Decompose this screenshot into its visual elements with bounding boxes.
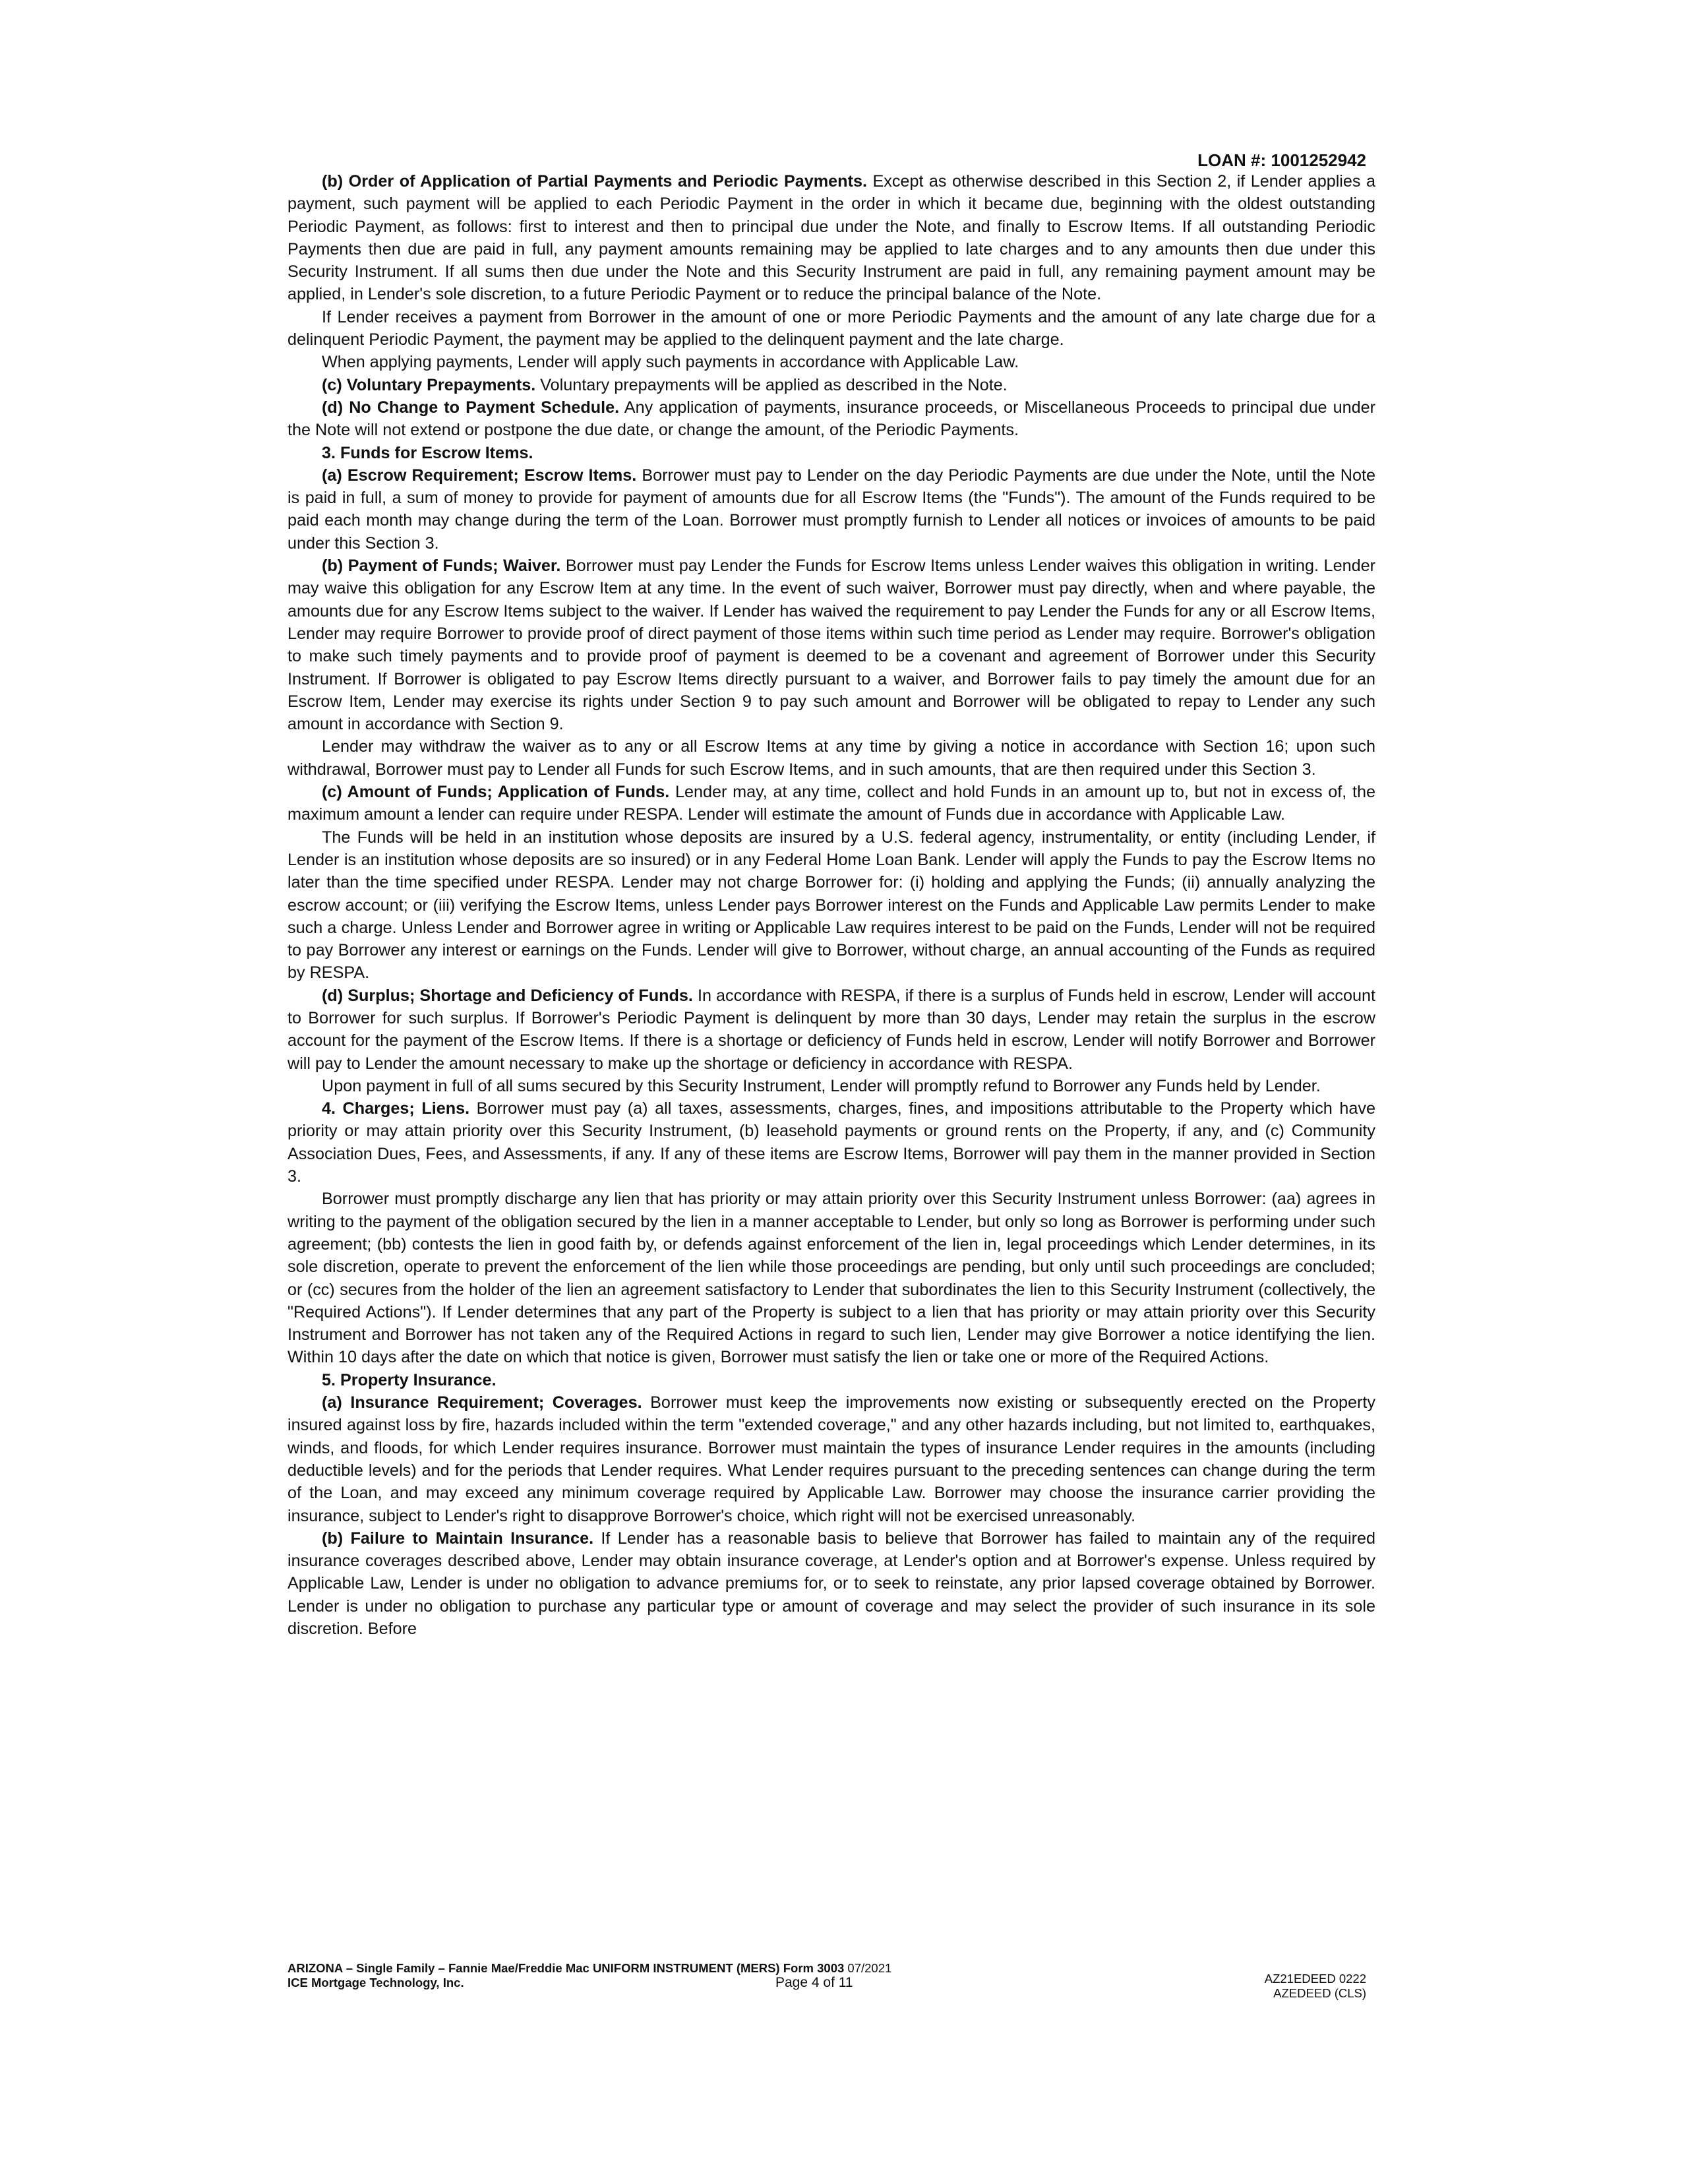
paragraph: Upon payment in full of all sums secured by this Security Instrument, Lender will promptly refund to Borrower any Funds held by Lender. [322, 1076, 1321, 1095]
footer-form-codes [1265, 1972, 1366, 2001]
paragraph-text: If Lender has a reasonable basis to believe that Borrower has failed to maintain any of the required insurance coverages described above, Lender may obtain insurance coverage, at Lender's option and at Borrower's expense. Unless required by Applicable Law, Lender is under no obligation to advance premiums for, or to seek to reinstate, any prior lapsed coverage obtained by Borrower. Lender is under no obligation to purchase any particular type or amount of coverage and may select the provider of such insurance in its sole discretion. Before [287, 1529, 1375, 1638]
footer-code: AZEDEED (CLS) [1273, 1986, 1366, 2000]
page-number: Page 4 of 11 [775, 1975, 853, 1990]
section-heading [287, 1369, 1375, 1391]
paragraph-heading: (c) Amount of Funds; Application of Funds. [322, 783, 670, 802]
paragraph [287, 781, 1375, 826]
paragraph-heading: (a) Insurance Requirement; Coverages. [322, 1393, 642, 1412]
footer-form-date: 07/2021 [844, 1961, 892, 1975]
paragraph [287, 1097, 1375, 1188]
paragraph [287, 170, 1375, 306]
paragraph-heading: (c) Voluntary Prepayments. [322, 375, 536, 394]
footer-code: AZ21EDEED 0222 [1264, 1972, 1366, 1986]
paragraph-text: Borrower must pay to Lender on the day Periodic Payments are due under the Note, until the Note is paid in full, a sum of money to provide for payment of amounts due for all Escrow Items (the "Funds"). The amount of the Funds required to be paid each month may change during the term of the Loan. Borrower must promptly furnish to Lender all notices or invoices of amounts to be paid under this Section 3. [287, 466, 1375, 553]
footer-company: ICE Mortgage Technology, Inc. [287, 1976, 464, 1989]
paragraph-heading: (d) No Change to Payment Schedule. [322, 398, 620, 417]
section-title: 5. Property Insurance. [322, 1370, 497, 1389]
document-body [287, 170, 1375, 1640]
paragraph: When applying payments, Lender will apply such payments in accordance with Applicable Law. [322, 353, 1019, 372]
paragraph-heading: 4. Charges; Liens. [322, 1099, 470, 1118]
paragraph: Lender may withdraw the waiver as to any or all Escrow Items at any time by giving a notice in accordance with Section 16; upon such withdrawal, Borrower must pay to Lender all Funds for such Escrow Items, and in such amounts, that are then required under this Section 3. [287, 737, 1375, 779]
paragraph: The Funds will be held in an institution whose deposits are insured by a U.S. federal agency, instrumentality, or entity (including Lender, if Lender is an institution whose deposits are so insured) or in any Federal Home Loan Bank. Lender will apply the Funds to pay the Escrow Items no later than the time specified under RESPA. Lender may not charge Borrower for: (i) holding and applying the Funds; (ii) annually analyzing the escrow account; or (iii) verifying the Escrow Items, unless Lender pays Borrower interest on the Funds and Applicable Law permits Lender to make such a charge. Unless Lender and Borrower agree in writing or Applicable Law requires interest to be paid on the Funds, Lender will not be required to pay Borrower any interest or earnings on the Funds. Lender will give to Borrower, without charge, an annual accounting of the Funds as required by RESPA. [287, 828, 1375, 983]
paragraph-heading: (b) Failure to Maintain Insurance. [322, 1529, 594, 1548]
paragraph-heading: (b) Payment of Funds; Waiver. [322, 557, 561, 576]
paragraph: If Lender receives a payment from Borrower in the amount of one or more Periodic Payments and the amount of any late charge due for a delinquent Periodic Payment, the payment may be applied to the delinquent payment and the late charge. [287, 307, 1375, 349]
section-title: 3. Funds for Escrow Items. [322, 443, 533, 462]
paragraph-heading: (a) Escrow Requirement; Escrow Items. [322, 466, 637, 485]
paragraph [287, 1527, 1375, 1640]
paragraph-text: Any application of payments, insurance proceeds, or Miscellaneous Proceeds to principal due under the Note will not extend or postpone the due date, or change the amount, of the Periodic Payments. [287, 398, 1376, 440]
paragraph [287, 374, 1375, 396]
paragraph [287, 396, 1375, 442]
paragraph-text: Borrower must pay Lender the Funds for Escrow Items unless Lender waives this obligation in writing. Lender may waive this obligation for any Escrow Item at any time. In the event of such waiver, Borrower must pay directly, when and where payable, the amounts due for any Escrow Items subject to the waiver. If Lender has waived the requirement to pay Lender the Funds for any or all Escrow Items, Lender may require Borrower to provide proof of direct payment of those items within such time period as Lender may require. Borrower's obligation to make such timely payments and to provide proof of payment is deemed to be a covenant and agreement of Borrower under this Security Instrument. If Borrower is obligated to pay Escrow Items directly pursuant to a waiver, and Borrower fails to pay timely the amount due for an Escrow Item, Lender may exercise its rights under Section 9 to pay such amount and Borrower will be obligated to repay to Lender any such amount in accordance with Section 9. [287, 557, 1375, 734]
paragraph-text: Lender may, at any time, collect and hold Funds in an amount up to, but not in excess of, the maximum amount a lender can require under RESPA. Lender will estimate the amount of Funds due in accordance with Applicable Law. [287, 783, 1375, 824]
paragraph-text: In accordance with RESPA, if there is a surplus of Funds held in escrow, Lender will account to Borrower for such surplus. If Borrower's Periodic Payment is delinquent by more than 30 days, Lender may retain the surplus in the escrow account for the payment of the Escrow Items. If there is a shortage or deficiency of Funds held in escrow, Lender will notify Borrower and Borrower will pay to Lender the amount necessary to make up the shortage or deficiency in accordance with RESPA. [287, 986, 1376, 1073]
paragraph-heading: (d) Surplus; Shortage and Deficiency of Funds. [322, 986, 693, 1005]
paragraph: Borrower must promptly discharge any lien that has priority or may attain priority over this Security Instrument unless Borrower: (aa) agrees in writing to the payment of the obligation secured by the lien in a manner acceptable to Lender, but only so long as Borrower is performing under such agreement; (bb) contests the lien in good faith by, or defends against enforcement of the lien in, legal proceedings which Lender determines, in its sole discretion, operate to prevent the enforcement of the lien while those proceedings are pending, but only until such proceedings are concluded; or (cc) secures from the holder of the lien an agreement satisfactory to Lender that subordinates the lien to this Security Instrument (collectively, the "Required Actions"). If Lender determines that any part of the Property is subject to a lien that has priority or may attain priority over this Security Instrument and Borrower has not taken any of the Required Actions in regard to such lien, Lender may give Borrower a notice identifying the lien. Within 10 days after the date on which that notice is given, Borrower must satisfy the lien or take one or more of the Required Actions. [287, 1190, 1375, 1367]
paragraph-heading: (b) Order of Application of Partial Payments and Periodic Payments. [322, 172, 867, 191]
paragraph-text: Voluntary prepayments will be applied as described in the Note. [535, 375, 1008, 394]
paragraph-text: Borrower must keep the improvements now existing or subsequently erected on the Property insured against loss by fire, hazards included within the term "extended coverage," and any other hazards including, but not limited to, earthquakes, winds, and floods, for which Lender requires insurance. Borrower must maintain the types of insurance Lender requires in the amounts (including deductible levels) and for the periods that Lender requires. What Lender requires pursuant to the preceding sentences can change during the term of the Loan, and may exceed any minimum coverage required by Applicable Law. Borrower may choose the insurance carrier providing the insurance, subject to Lender's right to disapprove Borrower's choice, which right will not be exercised unreasonably. [287, 1393, 1375, 1525]
paragraph [287, 985, 1375, 1075]
paragraph [287, 464, 1375, 555]
loan-number: LOAN #: 1001252942 [1197, 150, 1366, 170]
footer-form-line [287, 1961, 891, 1976]
paragraph [287, 555, 1375, 735]
paragraph [287, 1391, 1375, 1527]
section-heading [287, 442, 1375, 464]
paragraph-text: Borrower must pay (a) all taxes, assessments, charges, fines, and impositions attributable to the Property which have priority or may attain priority over this Security Instrument, (b) leasehold payments or ground rents on the Property, if any, and (c) Community Association Dues, Fees, and Assessments, if any. If any of these items are Escrow Items, Borrower will pay them in the manner provided in Section 3. [287, 1099, 1375, 1186]
footer-form-title: ARIZONA – Single Family – Fannie Mae/Freddie Mac UNIFORM INSTRUMENT (MERS) Form 3003 [287, 1961, 845, 1975]
paragraph-text: Except as otherwise described in this Section 2, if Lender applies a payment, such payment will be applied to each Periodic Payment in the order in which it became due, beginning with the oldest outstanding Periodic Payment, as follows: first to interest and then to principal due under the Note, and finally to Escrow Items. If all outstanding Periodic Payments then due are paid in full, any payment amounts remaining may be applied to late charges and to any amounts then due under this Security Instrument. If all sums then due under the Note and this Security Instrument are paid in full, any remaining payment amount may be applied, in Lender's sole discretion, to a future Periodic Payment or to reduce the principal balance of the Note. [287, 172, 1375, 304]
